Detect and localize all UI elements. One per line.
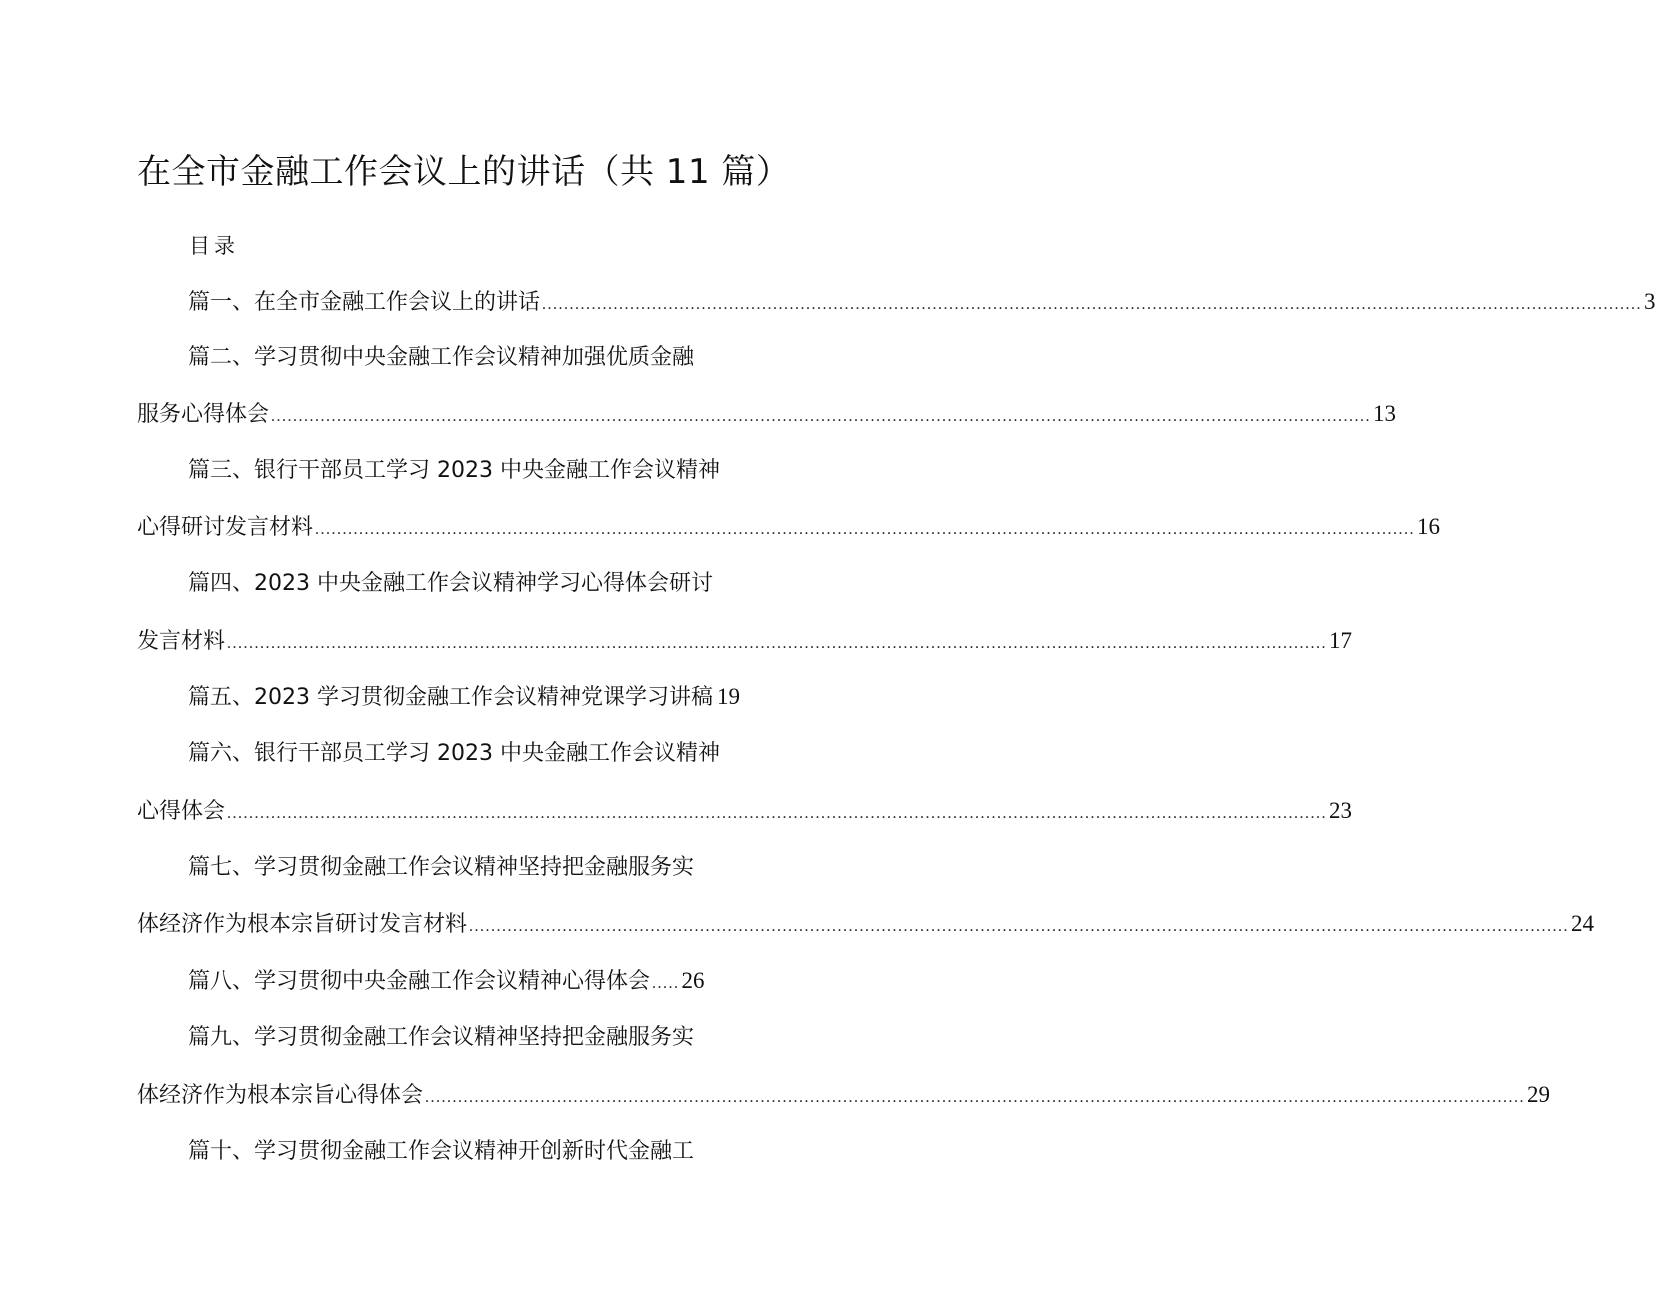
toc-page-number: 17 [1329, 628, 1353, 653]
toc-leader: ........................................................................................................................................................................................................ [227, 805, 1328, 822]
toc-heading: 目录 [189, 234, 239, 258]
toc-entry-text: 篇二、学习贯彻中央金融工作会议精神加强优质金融 [188, 345, 695, 370]
toc-entry-text: 篇九、学习贯彻金融工作会议精神坚持把金融服务实 [188, 1025, 695, 1050]
toc-entry-text: 心得体会 [137, 799, 226, 824]
toc-page-number: 24 [1571, 911, 1595, 936]
toc-entry-2[interactable] [188, 341, 770, 375]
toc-entry-2-cont[interactable] [137, 397, 1397, 431]
toc-page-number: 29 [1527, 1082, 1551, 1107]
toc-leader: ........................................................................................................................................................................................................ [227, 635, 1328, 652]
toc-entry-text: 篇五、2023 学习贯彻金融工作会议精神党课学习讲稿 [188, 685, 713, 710]
toc-entry-text: 发言材料 [137, 629, 226, 654]
toc-entry-3-cont[interactable] [137, 510, 1441, 544]
toc-entry-text: 篇八、学习贯彻中央金融工作会议精神心得体会 [188, 969, 651, 994]
toc-leader: ........................................................................................................................................................................................................ [271, 408, 1372, 425]
toc-entry-text: 篇一、在全市金融工作会议上的讲话 [188, 290, 541, 315]
toc-entry-6[interactable] [188, 737, 770, 771]
toc-entry-text: 篇七、学习贯彻金融工作会议精神坚持把金融服务实 [188, 855, 695, 880]
toc-entry-9[interactable] [188, 1021, 770, 1055]
toc-page-number: 16 [1417, 514, 1441, 539]
toc-entry-text: 服务心得体会 [137, 402, 270, 427]
toc-page-number: 13 [1373, 401, 1397, 426]
toc-page-number: 19 [716, 684, 740, 709]
toc-leader: ........................................................................................................................................................................................................ [425, 1089, 1526, 1106]
toc-entry-1[interactable] [188, 285, 1656, 319]
toc-entry-text: 体经济作为根本宗旨心得体会 [137, 1083, 424, 1108]
toc-entry-4[interactable] [188, 567, 770, 601]
toc-entry-4-cont[interactable] [137, 624, 1353, 658]
toc-entry-text: 篇十、学习贯彻金融工作会议精神开创新时代金融工 [188, 1139, 695, 1164]
toc-entry-text: 篇四、2023 中央金融工作会议精神学习心得体会研讨 [188, 571, 713, 596]
document-title: 在全市金融工作会议上的讲话（共 11 篇） [137, 152, 791, 192]
toc-entry-7[interactable] [188, 851, 770, 885]
toc-leader: ........................................................................................................................................................................................................ [315, 521, 1416, 538]
toc-entry-7-cont[interactable] [137, 907, 1595, 941]
toc-entry-5[interactable] [188, 680, 770, 714]
toc-leader: ........................................................................................................................................................................................................ [542, 296, 1643, 313]
toc-entry-8[interactable] [188, 964, 770, 998]
toc-entry-9-cont[interactable] [137, 1078, 1551, 1112]
toc-entry-text: 体经济作为根本宗旨研讨发言材料 [137, 912, 468, 937]
toc-page-number: 23 [1329, 798, 1353, 823]
toc-page-number: 26 [681, 968, 705, 993]
toc-entry-6-cont[interactable] [137, 794, 1353, 828]
toc-entry-text: 心得研讨发言材料 [137, 515, 314, 540]
toc-leader: ........................................................................................................................................................................................................ [469, 918, 1570, 935]
toc-entry-10[interactable] [188, 1135, 770, 1169]
toc-entry-text: 篇三、银行干部员工学习 2023 中央金融工作会议精神 [188, 458, 720, 483]
toc-entry-3[interactable] [188, 454, 770, 488]
toc-leader: ..... [652, 975, 680, 992]
toc-page-number: 3 [1644, 289, 1656, 314]
toc-entry-text: 篇六、银行干部员工学习 2023 中央金融工作会议精神 [188, 741, 720, 766]
